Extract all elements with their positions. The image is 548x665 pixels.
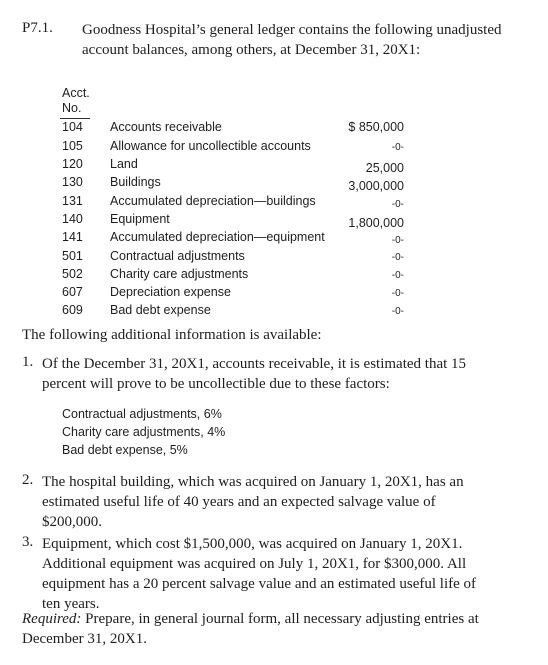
table-row [0, 120, 548, 138]
acct-amount: $ 850,000 [348, 120, 404, 134]
acct-number: 105 [62, 139, 83, 153]
acct-number: 120 [62, 157, 83, 171]
acct-name: Contractual adjustments [110, 249, 245, 263]
item-number: 3. [22, 534, 34, 550]
acct-name: Buildings [110, 175, 161, 189]
acct-name: Allowance for uncollectible accounts [110, 139, 311, 153]
factor-item: Bad debt expense, 5% [62, 443, 188, 457]
item-number: 1. [22, 354, 34, 370]
acct-number: 141 [62, 230, 83, 244]
acct-amount: 3,000,000 [348, 179, 404, 193]
table-row [0, 249, 548, 267]
acct-number: 140 [62, 212, 83, 226]
acct-name: Charity care adjustments [110, 267, 249, 281]
factor-item: Charity care adjustments, 4% [62, 425, 226, 439]
acct-amount: -0- [391, 288, 404, 299]
acct-column-header [62, 86, 90, 116]
acct-name: Depreciation expense [110, 285, 231, 299]
table-row [0, 157, 548, 175]
required-label: Required: [22, 611, 82, 627]
acct-header-line1: Acct. [62, 86, 90, 100]
item-number: 2. [22, 472, 34, 488]
item-text: The hospital building, which was acquired on January 1, 20X1, has an estimated useful life of 40 years and an expected salvage value of $200,000. [42, 474, 464, 530]
table-row [0, 267, 548, 285]
acct-name: Equipment [110, 212, 170, 226]
problem-number: P7.1. [22, 20, 53, 36]
acct-number: 609 [62, 303, 83, 317]
acct-name: Accounts receivable [110, 120, 222, 134]
acct-amount: -0- [391, 252, 404, 263]
acct-amount: -0- [391, 142, 404, 153]
acct-name: Accumulated depreciation—buildings [110, 194, 316, 208]
table-row [0, 230, 548, 248]
acct-amount: 1,800,000 [348, 216, 404, 230]
acct-amount: 25,000 [365, 161, 404, 175]
additional-info-heading: The following additional information is available: [22, 327, 322, 343]
acct-number: 130 [62, 175, 83, 189]
acct-number: 607 [62, 285, 83, 299]
acct-number: 502 [62, 267, 83, 281]
acct-number: 501 [62, 249, 83, 263]
acct-amount: -0- [391, 199, 404, 210]
acct-name: Land [110, 157, 138, 171]
acct-number: 131 [62, 194, 83, 208]
item-text: Of the December 31, 20X1, accounts receivable, it is estimated that 15 percent will prove to be uncollectible due to these factors: [42, 356, 467, 392]
acct-name: Accumulated depreciation—equipment [110, 230, 325, 244]
required-instructions [22, 609, 482, 649]
acct-amount: -0- [391, 235, 404, 246]
table-row [0, 139, 548, 157]
acct-amount: -0- [391, 270, 404, 281]
acct-header-underline [60, 118, 90, 119]
acct-number: 104 [62, 120, 83, 134]
table-row [0, 194, 548, 212]
item-text: Equipment, which cost $1,500,000, was acquired on January 1, 20X1. Additional equipment was acquired on July 1, 20X1, for $300,000. All equipment has a 20 percent salvage value and an estimated useful life of ten years. [42, 536, 477, 612]
required-text: Prepare, in general journal form, all necessary adjusting entries at December 31, 20X1. [22, 611, 479, 647]
acct-amount: -0- [391, 306, 404, 317]
table-row [0, 175, 548, 193]
problem-intro: Goodness Hospital’s general ledger contains the following unadjusted account balances, among others, at December 31, 20X1: [82, 22, 502, 58]
table-row [0, 303, 548, 321]
factor-item: Contractual adjustments, 6% [62, 407, 222, 421]
acct-name: Bad debt expense [110, 303, 211, 317]
table-row [0, 285, 548, 303]
table-row [0, 212, 548, 230]
acct-header-line2: No. [62, 101, 82, 115]
